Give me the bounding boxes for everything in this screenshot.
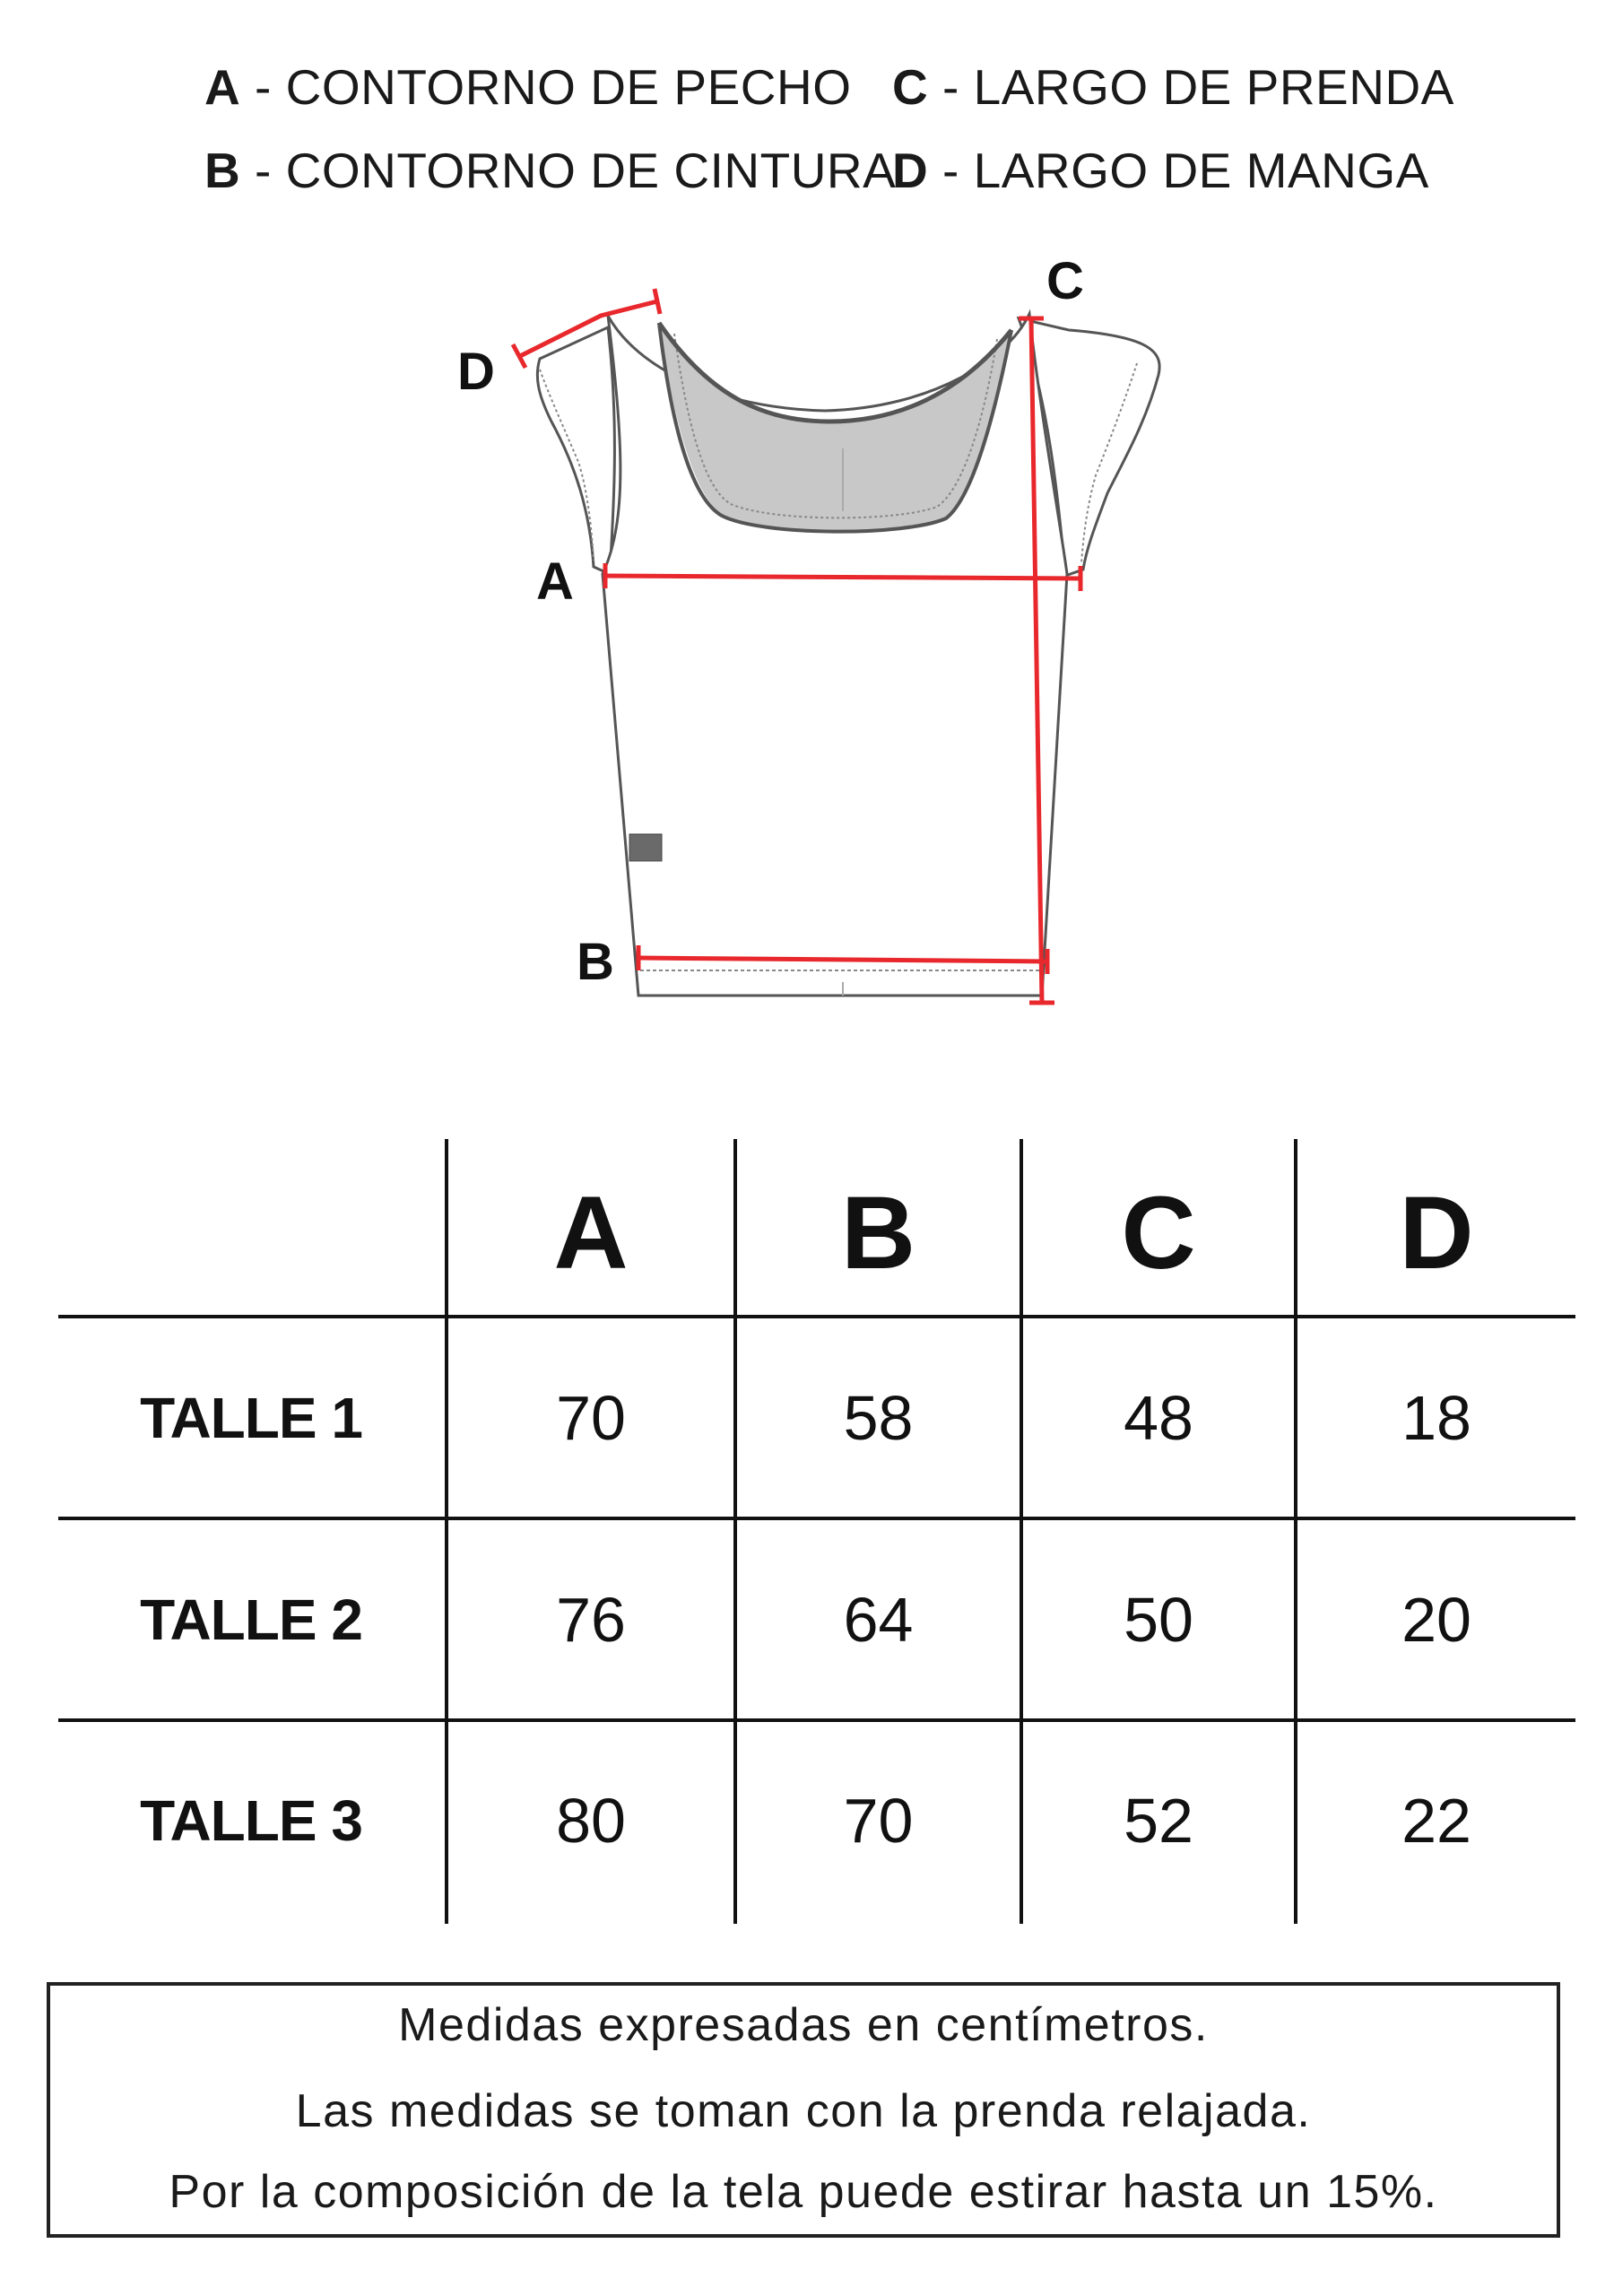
legend-item-a: A - CONTORNO DE PECHO [204,59,852,115]
table-cell: 58 [843,1382,914,1453]
legend-item-d: D - LARGO DE MANGA [892,143,1429,198]
legend-item-c: C - LARGO DE PRENDA [892,59,1454,115]
note-line: Medidas expresadas en centímetros. [398,1999,1209,2051]
note-line: Las medidas se toman con la prenda relajada. [295,2085,1312,2137]
size-table [0,1139,1614,1928]
table-cell: 80 [556,1786,626,1856]
left-sleeve [537,327,614,574]
table-cell: 20 [1401,1584,1471,1655]
column-header-a: A [553,1176,629,1291]
column-header-b: B [840,1176,916,1291]
table-cell: 48 [1124,1382,1193,1453]
table-cell: 22 [1401,1786,1471,1856]
row-header-talle-1: TALLE 1 [140,1385,362,1450]
notes-box [47,1982,1560,2238]
table-cell: 70 [556,1382,626,1453]
garment-diagram [0,0,1614,1040]
table-cell: 52 [1124,1786,1193,1856]
column-header-c: C [1121,1176,1196,1291]
diagram-label-a: A [536,552,574,611]
table-cell: 18 [1401,1382,1471,1453]
row-header-talle-2: TALLE 2 [140,1587,362,1652]
diagram-label-c: C [1046,252,1084,310]
diagram-label-b: B [577,933,614,991]
garment-body [603,314,1067,996]
table-cell: 50 [1124,1584,1193,1655]
table-cell: 70 [843,1786,914,1856]
note-line: Por la composición de la tela puede estirar hasta un 15%. [169,2166,1438,2218]
column-header-d: D [1399,1176,1474,1291]
brand-tag [629,834,662,861]
neckline-fill [659,323,1011,531]
row-header-talle-3: TALLE 3 [140,1788,362,1853]
table-cell: 64 [843,1584,914,1655]
diagram-label-d: D [457,343,495,401]
table-cell: 76 [556,1584,626,1655]
legend-item-b: B - CONTORNO DE CINTURA [204,143,897,198]
